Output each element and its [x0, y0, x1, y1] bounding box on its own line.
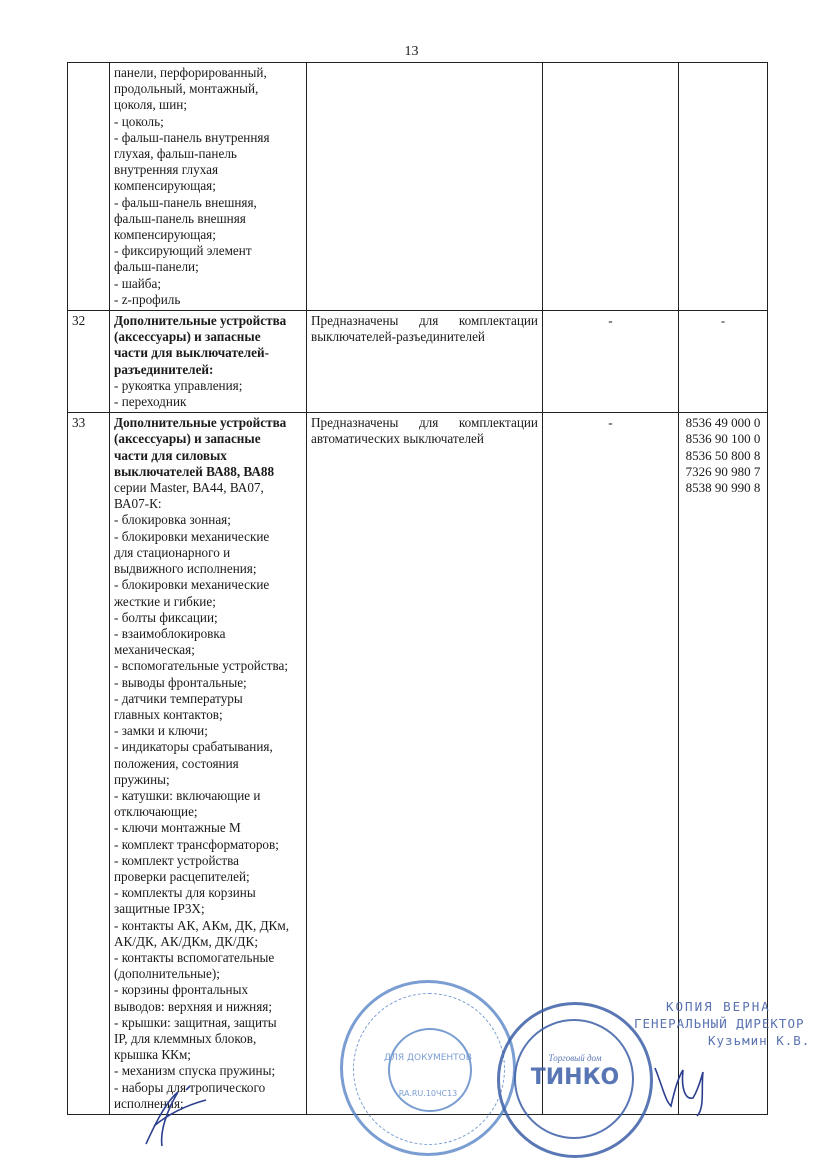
list-line: - корзины фронтальных	[114, 982, 249, 998]
continuation-line: фальш-панели;	[114, 259, 199, 275]
list-line: - крышки: защитная, защиты	[114, 1014, 277, 1030]
list-line: - блокировки механические	[114, 577, 270, 593]
list-line: - вспомогательные устройства;	[114, 658, 289, 674]
continuation-line: - шайба;	[114, 275, 161, 291]
list-line: - индикаторы срабатывания,	[114, 739, 273, 755]
stamp-center-text: ДЛЯ ДОКУМЕНТОВ	[384, 1053, 472, 1063]
list-line: выводов: верхняя и нижняя;	[114, 998, 273, 1014]
continuation-line: цоколя, шин;	[114, 97, 187, 113]
purpose-text: Предназначены для комплектации выключателей-разъединителей	[311, 313, 538, 345]
continuation-line: компенсирующая;	[114, 178, 216, 194]
cell-purpose	[307, 311, 543, 413]
list-line: - переходник	[114, 394, 187, 410]
continuation-line: - фальш-панель внешняя,	[114, 194, 257, 210]
cell-name	[110, 413, 307, 1115]
stamp-inner-ring	[388, 1028, 472, 1112]
list-line: Дополнительные устройства	[114, 313, 287, 329]
continuation-line: продольный, монтажный,	[114, 81, 259, 97]
cell-codes	[679, 63, 768, 311]
list-line: АК/ДК, АК/ДКм, ДК/ДК;	[114, 933, 258, 949]
list-line: (аксессуары) и запасные	[114, 329, 261, 345]
tnved-codes	[683, 415, 763, 496]
list-line: - рукоятка управления;	[114, 377, 243, 393]
list-line: - датчики температуры	[114, 690, 243, 706]
item-list	[114, 480, 302, 1112]
continuation-line: панели, перфорированный,	[114, 65, 267, 80]
product-table	[67, 62, 768, 1115]
list-line: IP, для клеммных блоков,	[114, 1030, 257, 1046]
list-line: -	[720, 313, 726, 329]
copy-stamp-line1: КОПИЯ ВЕРНА	[666, 999, 771, 1014]
list-line: положения, состояния	[114, 755, 239, 771]
list-line: 8536 90 100 0	[685, 431, 761, 447]
tnved-codes	[683, 313, 763, 329]
list-line: Дополнительные устройства	[114, 415, 287, 431]
company-stamp	[497, 1002, 653, 1158]
certification-stamp	[340, 980, 516, 1156]
continuation-line: глухая, фальш-панель	[114, 146, 237, 162]
item-title	[114, 415, 302, 480]
continuation-line: фальш-панель внешняя	[114, 210, 246, 226]
item-title	[114, 313, 302, 378]
cell-purpose	[307, 63, 543, 311]
list-line: выключателей ВА88, ВА88	[114, 463, 275, 479]
list-line: серии Master, ВА44, ВА07,	[114, 480, 264, 496]
continuation-line: внутренняя глухая	[114, 162, 219, 178]
list-line: выдвижного исполнения;	[114, 561, 257, 577]
list-line: главных контактов;	[114, 706, 223, 722]
continuation-line: компенсирующая;	[114, 227, 216, 243]
item-list	[114, 378, 302, 410]
list-line: пружины;	[114, 771, 170, 787]
list-line: - контакты АК, АКм, ДК, ДКм,	[114, 917, 289, 933]
table-row	[68, 311, 768, 413]
list-line: защитные IP3X;	[114, 901, 205, 917]
list-line: - ключи монтажные М	[114, 820, 241, 836]
list-line: жесткие и гибкие;	[114, 593, 216, 609]
list-line: - блокировка зонная;	[114, 512, 231, 528]
row-number: 32	[68, 311, 110, 413]
list-line: части для силовых	[114, 447, 227, 463]
stamp-company-subtitle: Торговый дом	[548, 1053, 602, 1063]
continuation-line: - фиксирующий элемент	[114, 243, 252, 259]
list-line: - замки и ключи;	[114, 723, 208, 739]
cell-codes	[679, 311, 768, 413]
list-line: - наборы для тропического	[114, 1079, 266, 1095]
continuation-line: - z-профиль	[114, 291, 181, 307]
list-line: крышка ККм;	[114, 1047, 191, 1063]
list-line: - комплекты для корзины	[114, 885, 256, 901]
cell-num	[68, 63, 110, 311]
list-line: 8538 90 990 8	[685, 480, 761, 496]
list-line: 8536 49 000 0	[685, 415, 761, 431]
row-number: 33	[68, 413, 110, 1115]
list-line: - выводы фронтальные;	[114, 674, 247, 690]
page-number: 13	[404, 44, 419, 59]
list-line: - комплект трансформаторов;	[114, 836, 279, 852]
continuation-line: - цоколь;	[114, 113, 164, 129]
signature-right	[645, 1048, 725, 1118]
list-line: ВА07-К:	[114, 496, 162, 512]
copy-certified-stamp	[634, 998, 811, 1049]
stamp-reg-text: RA.RU.10ЧС13	[398, 1089, 458, 1098]
list-line: - комплект устройства	[114, 852, 240, 868]
copy-stamp-line2: ГЕНЕРАЛЬНЫЙ ДИРЕКТОР	[634, 1016, 805, 1031]
table-row-continuation	[68, 63, 768, 311]
list-line: механическая;	[114, 642, 195, 658]
signature-left	[126, 1082, 226, 1152]
list-line: - катушки: включающие и	[114, 787, 261, 803]
list-line: (аксессуары) и запасные	[114, 431, 261, 447]
list-line: исполнения;	[114, 1095, 184, 1111]
continuation-list	[114, 65, 302, 308]
copy-stamp-line3: Кузьмин К.В.	[708, 1033, 811, 1048]
list-line: - болты фиксации;	[114, 609, 218, 625]
cell-col4: -	[543, 413, 679, 1115]
list-line: (дополнительные);	[114, 966, 220, 982]
cell-col4: -	[543, 311, 679, 413]
cell-name	[110, 311, 307, 413]
cell-col4	[543, 63, 679, 311]
continuation-line: - фальш-панель внутренняя	[114, 129, 270, 145]
list-line: разъединителей:	[114, 361, 214, 377]
list-line: - контакты вспомогательные	[114, 949, 275, 965]
list-line: части для выключателей-	[114, 345, 270, 361]
list-line: проверки расцепителей;	[114, 868, 250, 884]
list-line: - взаимоблокировка	[114, 625, 226, 641]
list-line: 8536 50 800 8	[685, 447, 761, 463]
list-line: 7326 90 980 7	[685, 463, 761, 479]
stamp-company-logo: ТИНКО	[530, 1065, 620, 1090]
cell-name	[110, 63, 307, 311]
list-line: для стационарного и	[114, 544, 231, 560]
list-line: отключающие;	[114, 804, 198, 820]
purpose-text: Предназначены для комплектации автоматических выключателей	[311, 415, 538, 447]
list-line: - механизм спуска пружины;	[114, 1063, 276, 1079]
list-line: - блокировки механические	[114, 528, 270, 544]
